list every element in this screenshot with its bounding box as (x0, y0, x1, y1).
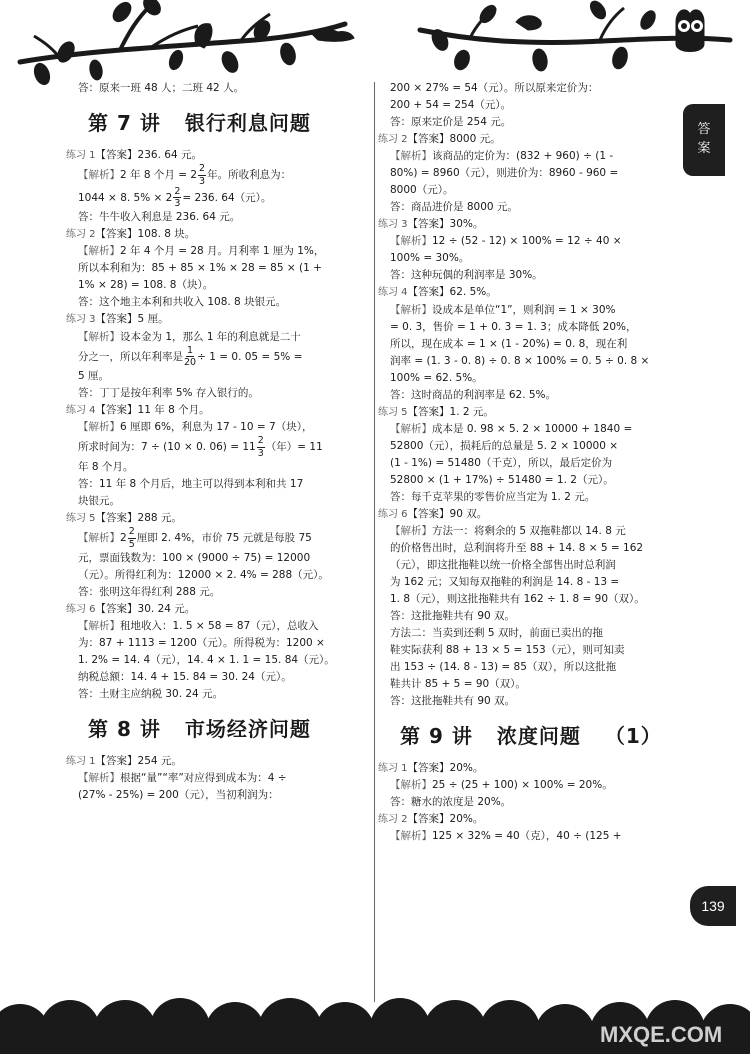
text-line: 答：牛牛收入利息是 236. 64 元。 (78, 211, 241, 224)
analysis-tag: 【解析】 (78, 421, 120, 434)
text-segment: 所求时间为：7 ÷ (10 × 0. 06) = 11 (78, 441, 256, 454)
exercise-block (378, 216, 684, 284)
text-line: 100% = 30%。 (390, 252, 470, 265)
section-title: 浓度问题 (496, 723, 581, 748)
text-line: 答：张明这年得红利 288 元。 (78, 585, 221, 598)
answer-text: 【答案】1. 2 元。 (407, 405, 494, 418)
exercise-label: 练习 2 (378, 134, 408, 145)
exercise-block (378, 131, 684, 216)
text-line: 元，票面钱数为：100 × (9000 ÷ 75) = 12000 (78, 551, 311, 564)
section-title: 市场经济问题 (184, 716, 311, 741)
text-line: 答：这批拖鞋共有 90 双。 (390, 609, 516, 622)
analysis-tag: 【解析】 (390, 830, 432, 843)
exercise-label: 练习 1 (378, 762, 408, 774)
exercise-label: 练习 1 (66, 150, 96, 161)
text-segment: 2 年 4 个月 = 28 月。月利率 1 厘为 1%， (120, 245, 325, 258)
text-line: 1. 8（元），则这批拖鞋共有 162 ÷ 1. 8 = 90（双）。 (390, 592, 645, 605)
exercise-label: 练习 5 (66, 512, 96, 524)
text-line: 的价格售出时，总利润将升至 88 + 14. 8 × 5 = 162 (390, 541, 644, 554)
analysis-tag: 【解析】 (78, 532, 120, 544)
answer-side-tab (683, 104, 725, 176)
answer-text: 【答案】288 元。 (95, 511, 182, 524)
text-line: （元），即这批拖鞋以统一价格全部售出时总利润 (390, 558, 616, 571)
text-line: 出 153 ÷ (14. 8 - 13) = 85（双），所以这批拖 (390, 660, 617, 673)
text-line: 方法二：当卖到还剩 5 双时，前面已卖出的拖 (390, 626, 603, 639)
exercise-label: 练习 1 (66, 755, 96, 767)
exercise-label: 练习 2 (66, 229, 96, 241)
text-line: （元）。所得红利为：12000 × 2. 4% = 288（元）。 (78, 568, 329, 581)
text-line: 块银元。 (78, 494, 120, 507)
section-part: （1） (604, 723, 662, 748)
exercise-block (66, 753, 372, 804)
side-tab-char: 案 (697, 141, 711, 156)
left-column (66, 80, 372, 804)
text-line: 100% = 62. 5%。 (390, 371, 483, 384)
exercise-block (66, 311, 372, 402)
section-heading-9 (400, 724, 684, 748)
text-line: 答：原来定价是 254 元。 (390, 116, 512, 128)
text-line: 答：商品进价是 8000 元。 (390, 201, 518, 214)
analysis-tag: 【解析】 (78, 771, 120, 784)
answer-text: 【答案】5 厘。 (95, 313, 169, 326)
answer-text: 【答案】236. 64 元。 (95, 149, 202, 161)
text-line: 答：这个地主本利和共收入 108. 8 块银元。 (78, 296, 287, 309)
text-line: 1. 2% = 14. 4（元），14. 4 × 1. 1 = 15. 84（元）。 (78, 653, 335, 666)
analysis-tag: 【解析】 (390, 422, 432, 435)
text-line: 所以，现在成本 = 1 × (1 - 20%) = 0. 8，现在利 (390, 337, 628, 350)
analysis-tag: 【解析】 (390, 235, 432, 248)
text-segment: 成本是 0. 98 × 5. 2 × 10000 + 1840 = (432, 422, 633, 435)
text-line: 5 厘。 (78, 370, 110, 383)
text-segment: 12 ÷ (52 - 12) × 100% = 12 ÷ 40 × (432, 235, 622, 248)
text-line: 年 8 个月。 (78, 460, 134, 473)
answer-text: 【答案】108. 8 块。 (95, 228, 196, 241)
text-segment: 分之一，所以年利率是 (78, 350, 183, 363)
fraction: $\frac{2}{3}$ (199, 163, 206, 187)
text-line: 200 + 54 = 254（元）。 (390, 99, 512, 111)
watermark: MXQE.COM (600, 1022, 723, 1047)
text-line: 答：丁丁是按年利率 5% 存入银行的。 (78, 387, 259, 400)
exercise-label: 练习 5 (378, 406, 408, 418)
analysis-tag: 【解析】 (390, 524, 432, 537)
text-line: 52800（元），损耗后的总量是 5. 2 × 10000 × (390, 439, 619, 452)
text-line: 答：11 年 8 个月后，地主可以得到本利和共 17 (78, 477, 304, 490)
text-segment: 方法一：将剩余的 5 双拖鞋都以 14. 8 元 (432, 524, 626, 537)
text-line: 纳税总额：14. 4 + 15. 84 = 30. 24（元）。 (78, 670, 292, 683)
answer-text: 【答案】62. 5%。 (407, 286, 497, 299)
text-line: 答：这时商品的利润率是 62. 5%。 (390, 388, 557, 401)
text-line: 鞋实际获利 88 + 13 × 5 = 153（元），则可知卖 (390, 643, 625, 656)
section-heading-8 (88, 717, 372, 741)
text-line: 答：土财主应纳税 30. 24 元。 (78, 687, 224, 700)
text-line: 为：87 + 1113 = 1200（元）。所得税为：1200 × (78, 636, 325, 649)
exercise-block (378, 811, 684, 845)
text-segment: （年）= 11 (265, 441, 323, 454)
text-line: 答：这批拖鞋共有 90 双。 (390, 694, 516, 707)
text-segment: 厘即 2. 4%，市价 75 元就是每股 75 (136, 532, 312, 544)
text-line: (27% - 25%) = 200（元），当初利润为： (78, 788, 279, 801)
text-line: 为 162 元；又知每双拖鞋的利润是 14. 8 - 13 = (390, 575, 620, 588)
exercise-block (66, 147, 372, 226)
text-line: 答：这种玩偶的利润率是 30%。 (390, 269, 543, 282)
fraction: $\frac{2}{3}$ (257, 435, 264, 459)
bush-footer-illustration (0, 990, 750, 1054)
fraction: $\frac{2}{5}$ (128, 526, 135, 550)
exercise-block (378, 404, 684, 506)
exercise-block (66, 402, 372, 510)
answer-text: 【答案】11 年 8 个月。 (95, 404, 210, 417)
exercise-label: 练习 2 (378, 814, 408, 826)
text-segment: 1044 × 8. 5% × 2 (78, 191, 173, 204)
answer-text: 【答案】254 元。 (95, 754, 182, 767)
analysis-tag: 【解析】 (78, 619, 120, 632)
analysis-tag: 【解析】 (78, 169, 120, 182)
text-line: 答：每千克苹果的零售价应当定为 1. 2 元。 (390, 490, 596, 503)
page-number: 139 (690, 886, 736, 926)
analysis-tag: 【解析】 (390, 779, 432, 792)
exercise-block (378, 284, 684, 403)
right-column (378, 80, 684, 845)
text-segment: 2 (120, 532, 127, 544)
answer-text: 【答案】30. 24 元。 (95, 602, 196, 615)
answer-text: 【答案】30%。 (407, 218, 484, 231)
section-title: 银行利息问题 (184, 111, 311, 135)
column-divider (374, 82, 375, 1002)
text-line: 200 × 27% = 54（元）。所以原来定价为： (390, 82, 599, 94)
text-segment: 年。所收利息为： (207, 169, 292, 182)
text-line: 润率 = (1. 3 - 0. 8) ÷ 0. 8 × 100% = 0. 5 ÷ 0. 8 × (390, 354, 650, 367)
exercise-label: 练习 4 (378, 287, 408, 299)
answer-text: 【答案】20%。 (407, 761, 484, 774)
section-number: 第 8 讲 (88, 716, 161, 741)
exercise-label: 练习 3 (66, 314, 96, 326)
exercise-block (378, 760, 684, 811)
text-segment: 该商品的定价为：(832 + 960) ÷ (1 - (432, 150, 614, 163)
text-segment: 设本金为 1，那么 1 年的利息就是二十 (120, 330, 301, 343)
text-segment: ÷ 1 = 0. 05 = 5% = (197, 350, 303, 363)
text-segment: 25 ÷ (25 + 100) × 100% = 20%。 (432, 779, 613, 792)
text-line: 52800 × (1 + 17%) ÷ 51480 = 1. 2（元）。 (390, 473, 614, 486)
exercise-label: 练习 3 (378, 219, 408, 231)
text-segment: = 236. 64（元）。 (182, 191, 272, 204)
answer-text: 【答案】8000 元。 (407, 133, 501, 145)
section-number: 第 9 讲 (400, 723, 473, 748)
text-segment: 6 厘即 6%，利息为 17 - 10 = 7（块）， (120, 421, 313, 434)
fraction: $\frac{1}{20}$ (184, 344, 197, 369)
exercise-label: 练习 6 (66, 603, 96, 615)
analysis-tag: 【解析】 (78, 245, 120, 258)
text-line: = 0. 3，售价 = 1 + 0. 3 = 1. 3；成本降低 20%， (390, 320, 637, 333)
text-segment: 根据“量”“率”对应得到成本为：4 ÷ (120, 771, 287, 784)
fraction: $\frac{2}{3}$ (174, 185, 181, 210)
analysis-tag: 【解析】 (78, 330, 120, 343)
text-line: 答：原来一班 48 人；二班 42 人。 (78, 82, 245, 94)
answer-text: 【答案】90 双。 (407, 507, 488, 520)
text-segment: 设成本是单位“1”，则利润 = 1 × 30% (432, 303, 616, 316)
exercise-label: 练习 6 (378, 508, 408, 520)
text-line: 8000（元）。 (390, 184, 454, 197)
exercise-block (66, 226, 372, 311)
analysis-tag: 【解析】 (390, 303, 432, 316)
text-line: 答：糖水的浓度是 20%。 (390, 796, 512, 809)
text-line: (1 - 1%) = 51480（千克），所以，最后定价为 (390, 456, 613, 469)
text-line: 鞋共计 85 + 5 = 90（双）。 (390, 677, 526, 690)
text-line: 所以本利和为：85 + 85 × 1% × 28 = 85 × (1 + (78, 262, 322, 275)
section-heading-7 (88, 111, 372, 135)
analysis-tag: 【解析】 (390, 150, 432, 163)
side-tab-char: 答 (697, 122, 711, 138)
text-line: 1% × 28) = 108. 8（块）。 (78, 279, 214, 292)
exercise-label: 练习 4 (66, 405, 96, 417)
text-segment: 2 年 8 个月 = 2 (120, 169, 198, 182)
section-number: 第 7 讲 (88, 111, 161, 135)
text-line: 80%) = 8960（元），则进价为：8960 - 960 = (390, 167, 619, 180)
answer-text: 【答案】20%。 (407, 813, 484, 826)
text-segment: 租地收入：1. 5 × 58 = 87（元），总收入 (120, 619, 319, 632)
exercise-block (378, 506, 684, 710)
exercise-block (66, 601, 372, 703)
exercise-block (66, 510, 372, 601)
text-segment: 125 × 32% = 40（克），40 ÷ (125 + (432, 830, 622, 843)
